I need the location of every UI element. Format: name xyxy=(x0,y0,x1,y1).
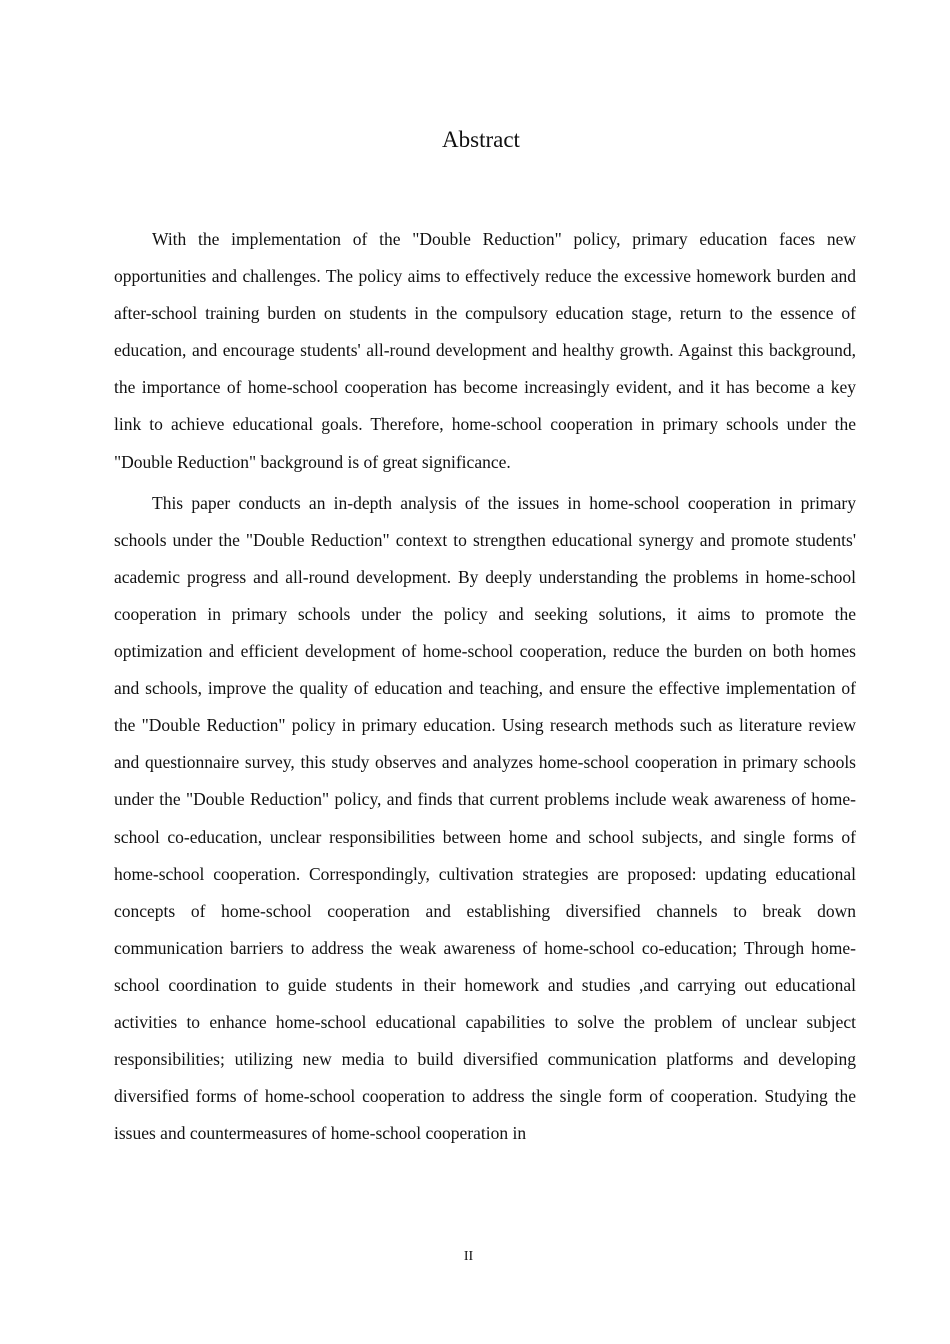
abstract-body xyxy=(114,221,856,1152)
abstract-title: Abstract xyxy=(442,127,520,152)
page-number: II xyxy=(463,1249,474,1264)
abstract-paragraph-2: This paper conducts an in-depth analysis of the issues in home-school cooperation in primary schools under the "Double Reduction" context to strengthen educational synergy and promote students' academic progress and all-round development. By deeply understanding the problems in home-school cooperation in primary schools under the policy and seeking solutions, it aims to promote the optimization and efficient development of home-school cooperation, reduce the burden on both homes and schools, improve the quality of education and teaching, and ensure the effective implementation of the "Double Reduction" policy in primary education. Using research methods such as literature review and questionnaire survey, this study observes and analyzes home-school cooperation in primary schools under the "Double Reduction" policy, and finds that current problems include weak awareness of home-school co-education, unclear responsibilities between home and school subjects, and single forms of home-school cooperation. Correspondingly, cultivation strategies are proposed: updating educational concepts of home-school cooperation and establishing diversified channels to break down communication barriers to address the weak awareness of home-school co-education; Through home-school coordination to guide students in their homework and studies ,and carrying out educational activities to enhance home-school educational capabilities to solve the problem of unclear subject responsibilities; utilizing new media to build diversified communication platforms and developing diversified forms of home-school cooperation to address the single form of cooperation. Studying the issues and countermeasures of home-school cooperation in xyxy=(114,492,856,1144)
abstract-paragraph-1: With the implementation of the "Double Reduction" policy, primary education faces new opportunities and challenges. The policy aims to effectively reduce the excessive homework burden and after-school training burden on students in the compulsory education stage, return to the essence of education, and encourage students' all-round development and healthy growth. Against this background, the importance of home-school cooperation has become increasingly evident, and it has become a key link to achieve educational goals. Therefore, home-school cooperation in primary schools under the "Double Reduction" background is of great significance. xyxy=(114,229,856,472)
